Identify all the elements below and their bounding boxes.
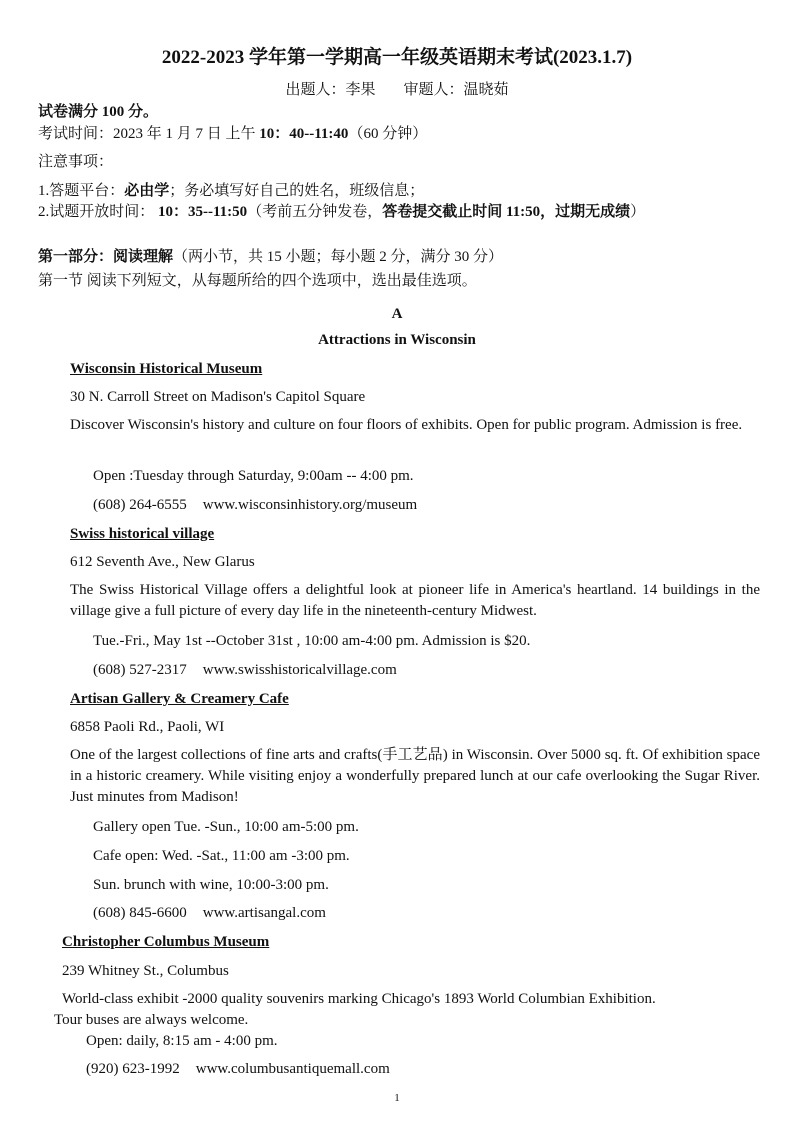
attraction-website: www.swisshistoricalvillage.com <box>202 662 397 678</box>
attraction-website: www.wisconsinhistory.org/museum <box>202 497 418 513</box>
attraction-phone: (920) 623-1992 <box>86 1061 180 1077</box>
attraction-hours: Tue.-Fri., May 1st --October 31st , 10:00 am-4:00 pm. Admission is $20. <box>93 633 531 649</box>
notice-item-2: 2.试题开放时间： 10：35--11:50（考前五分钟发卷，答卷提交截止时间 11:50，过期无成绩） <box>38 204 646 220</box>
attraction-description-cont: Tour buses are always welcome. <box>54 1012 249 1028</box>
exam-title: 2022-2023 学年第一学期高一年级英语期末考试(2023.1.7) <box>161 47 633 68</box>
attraction-contact <box>93 495 417 515</box>
attraction-name: Artisan Gallery & Creamery Cafe <box>70 691 289 707</box>
attraction-description: The Swiss Historical Village offers a delightful look at pioneer life in America's heartland. 14 buildings in the village give a full picture of every day life in the nineteenth-century Midwest. <box>70 582 760 619</box>
notice-heading: 注意事项： <box>38 154 114 170</box>
attraction-hours: Open :Tuesday through Saturday, 9:00am -- 4:00 pm. <box>93 468 414 484</box>
full-score: 试卷满分 100 分。 <box>38 104 159 120</box>
attraction-hours: Open: daily, 8:15 am - 4:00 pm. <box>86 1033 278 1049</box>
exam-authors <box>0 80 794 100</box>
attraction-website: www.columbusantiquemall.com <box>195 1061 390 1077</box>
passage-heading: Attractions in Wisconsin <box>318 332 476 348</box>
attraction-phone: (608) 845-6600 <box>93 905 187 921</box>
attraction-hours: Cafe open: Wed. -Sat., 11:00 am -3:00 pm. <box>93 848 350 864</box>
attraction-name: Swiss historical village <box>70 526 215 542</box>
question-reviewer: 审题人：温晓茹 <box>403 82 509 98</box>
attraction-address: 612 Seventh Ave., New Glarus <box>70 554 255 570</box>
attraction-contact <box>86 1059 390 1079</box>
attraction-address: 239 Whitney St., Columbus <box>62 963 229 979</box>
attraction-hours: Sun. brunch with wine, 10:00-3:00 pm. <box>93 877 329 893</box>
attraction-description: Discover Wisconsin's history and culture on four floors of exhibits. Open for public program. Admission is free. <box>70 417 743 433</box>
attraction-name: Christopher Columbus Museum <box>62 934 270 950</box>
question-setter: 出题人：李果 <box>285 82 376 98</box>
attraction-contact <box>93 903 326 923</box>
attraction-website: www.artisangal.com <box>202 905 326 921</box>
attraction-contact <box>93 660 397 680</box>
passage-letter: A <box>391 306 403 322</box>
part-heading: 第一部分：阅读理解（两小节，共 15 小题；每小题 2 分，满分 30 分） <box>38 249 504 265</box>
attraction-description: One of the largest collections of fine arts and crafts(手工艺品) in Wisconsin. Over 5000 sq. ft. Of exhibition space in a historic creamery. While visiting enjoy a wonderfully prepared lunch at our cafe overlooking the Sugar River. Just minutes from Madison! <box>70 747 760 805</box>
attraction-phone: (608) 527-2317 <box>93 662 187 678</box>
page-number: 1 <box>394 1092 400 1104</box>
notice-item-1: 1.答题平台：必由学；务必填写好自己的姓名，班级信息； <box>38 183 425 199</box>
attraction-address: 6858 Paoli Rd., Paoli, WI <box>70 719 225 735</box>
attraction-address: 30 N. Carroll Street on Madison's Capitol Square <box>70 389 366 405</box>
attraction-phone: (608) 264-6555 <box>93 497 187 513</box>
attraction-name: Wisconsin Historical Museum <box>70 361 263 377</box>
section-instruction: 第一节 阅读下列短文，从每题所给的四个选项中，选出最佳选项。 <box>38 273 477 289</box>
exam-time: 考试时间：2023 年 1 月 7 日 上午 10：40--11:40（60 分钟） <box>38 126 428 142</box>
attraction-hours: Gallery open Tue. -Sun., 10:00 am-5:00 pm. <box>93 819 359 835</box>
attraction-description: World-class exhibit -2000 quality souvenirs marking Chicago's 1893 World Columbian Exhibition. <box>62 991 656 1007</box>
